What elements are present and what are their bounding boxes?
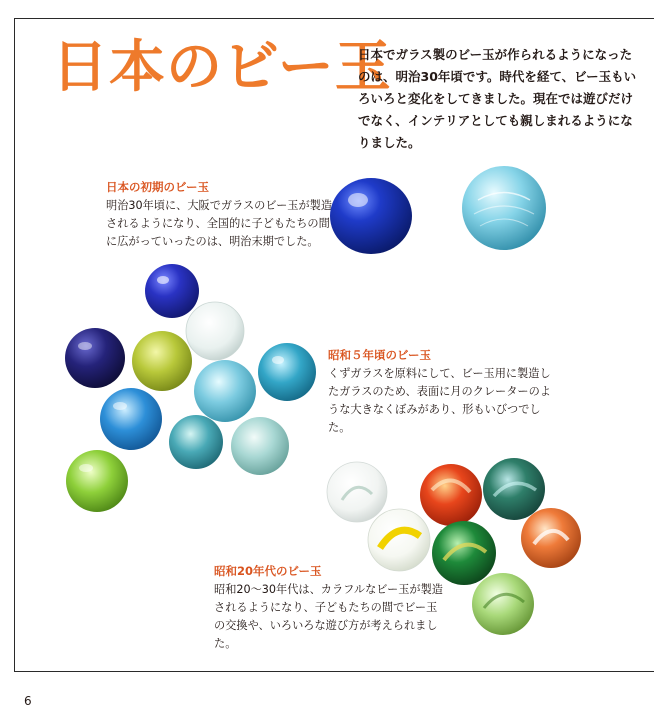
showa5-marble-clear	[186, 302, 244, 360]
showa20s-marble-yellow-cat	[368, 509, 430, 571]
showa20s-marble-orange	[521, 508, 581, 568]
showa5-marble-pale	[231, 417, 289, 475]
showa20s-marble-dark-green	[432, 521, 496, 585]
section-body: 明治30年頃に、大阪でガラスのビー玉が製造されるようになり、全国的に子どもたちの間に広がっていったのは、明治末期でした。	[106, 199, 333, 248]
showa5-marble-aqua	[194, 360, 256, 422]
section-heading: 日本の初期のビー玉	[106, 180, 210, 194]
showa5-marble-sea-green	[169, 415, 223, 469]
page-number: 6	[24, 694, 32, 708]
section-body: 昭和20～30年代は、カラフルなビー玉が製造されるようになり、子どもたちの間でビー玉の交換や、いろいろな遊び方が考えられました。	[214, 583, 443, 650]
showa5-marble-cobalt	[145, 264, 199, 318]
showa20s-marble-red	[420, 464, 482, 526]
showa5-marble-sky-blue	[100, 388, 162, 450]
showa20s-marble-green-blue	[483, 458, 545, 520]
showa5-marble-lime	[66, 450, 128, 512]
showa5-marble-olive	[132, 331, 192, 391]
showa20s-marble-white-cat	[327, 462, 387, 522]
early-marble-light-blue	[462, 166, 546, 250]
showa5-marble-navy	[65, 328, 125, 388]
page-title: 日本のビー玉	[52, 35, 392, 100]
intro-text: 日本でガラス製のビー玉が作られるようになったのは、明治30年頃です。時代を経て、ビー玉もいろいろと変化をしてきました。現在では遊びだけでなく、インテリアとしても親しまれるようになりました。	[358, 47, 637, 150]
showa5-marble-teal	[258, 343, 316, 401]
section-heading: 昭和20年代のビー玉	[214, 564, 322, 578]
section-body: くずガラスを原料にして、ビー玉用に製造したガラスのため、表面に月のクレーターのような大きなくぼみがあり、形もいびつでした。	[328, 367, 551, 434]
showa20s-marble-light-green	[472, 573, 534, 635]
section-heading: 昭和５年頃のビー玉	[328, 348, 432, 362]
early-marble-blue	[330, 178, 412, 254]
